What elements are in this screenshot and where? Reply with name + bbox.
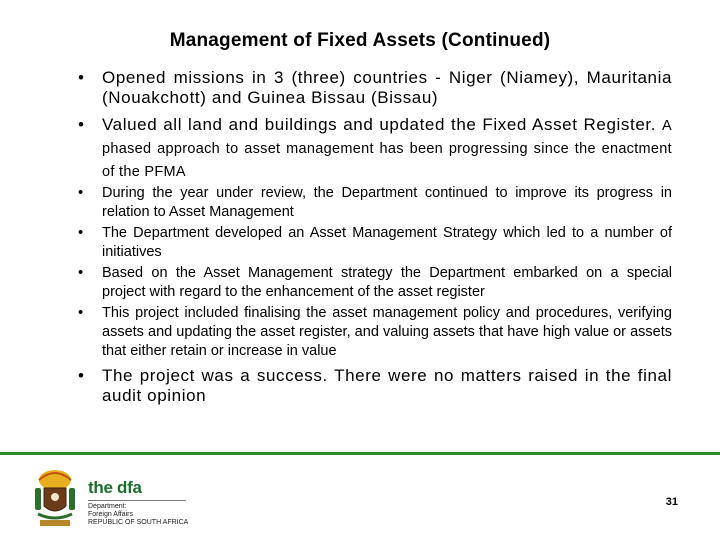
bullet-item <box>76 366 672 406</box>
bullet-text: This project included finalising the asset management policy and procedures, verifying assets and updating the asset register, and valuing assets that have high value or assets that either retain or increase in value <box>102 305 672 359</box>
bullet-text: The project was a success. There were no matters raised in the final audit opinion <box>102 366 672 405</box>
coat-of-arms-icon <box>30 466 80 530</box>
bullet-item <box>76 304 672 361</box>
footer-divider <box>0 452 720 455</box>
dfa-logo-divider <box>88 500 186 501</box>
department-line: Department: <box>88 503 127 510</box>
department-line: REPUBLIC OF SOUTH AFRICA <box>88 519 189 526</box>
department-name <box>88 503 188 527</box>
bullet-text: Based on the Asset Management strategy the Department embarked on a special project with regard to the enhancement of the asset register <box>102 265 672 300</box>
bullet-text: Valued all land and buildings and updated the Fixed Asset Register. <box>102 115 657 134</box>
bullet-text: The Department developed an Asset Management Strategy which led to a number of initiatives <box>102 225 672 260</box>
page-number: 31 <box>665 496 678 508</box>
dfa-logo-text: the dfa <box>88 478 142 497</box>
slide-title-text: Management of Fixed Assets (Continued) <box>169 30 551 51</box>
department-line: Foreign Affairs <box>88 511 134 518</box>
slide-title <box>0 30 720 52</box>
bullet-text: Opened missions in 3 (three) countries - Niger (Niamey), Mauritania (Nouakchott) and Guinea Bissau (Bissau) <box>102 68 672 107</box>
bullet-item <box>76 68 672 108</box>
bullet-item <box>76 113 672 182</box>
bullet-item <box>76 184 672 222</box>
bullet-list <box>76 68 672 406</box>
bullet-item <box>76 224 672 262</box>
bullet-text: During the year under review, the Department continued to improve its progress in relation to Asset Management <box>102 185 672 220</box>
bullet-text-continued: A phased approach to asset management has been progressing since the enactment of the PFMA <box>102 118 673 180</box>
bullet-item <box>76 264 672 302</box>
